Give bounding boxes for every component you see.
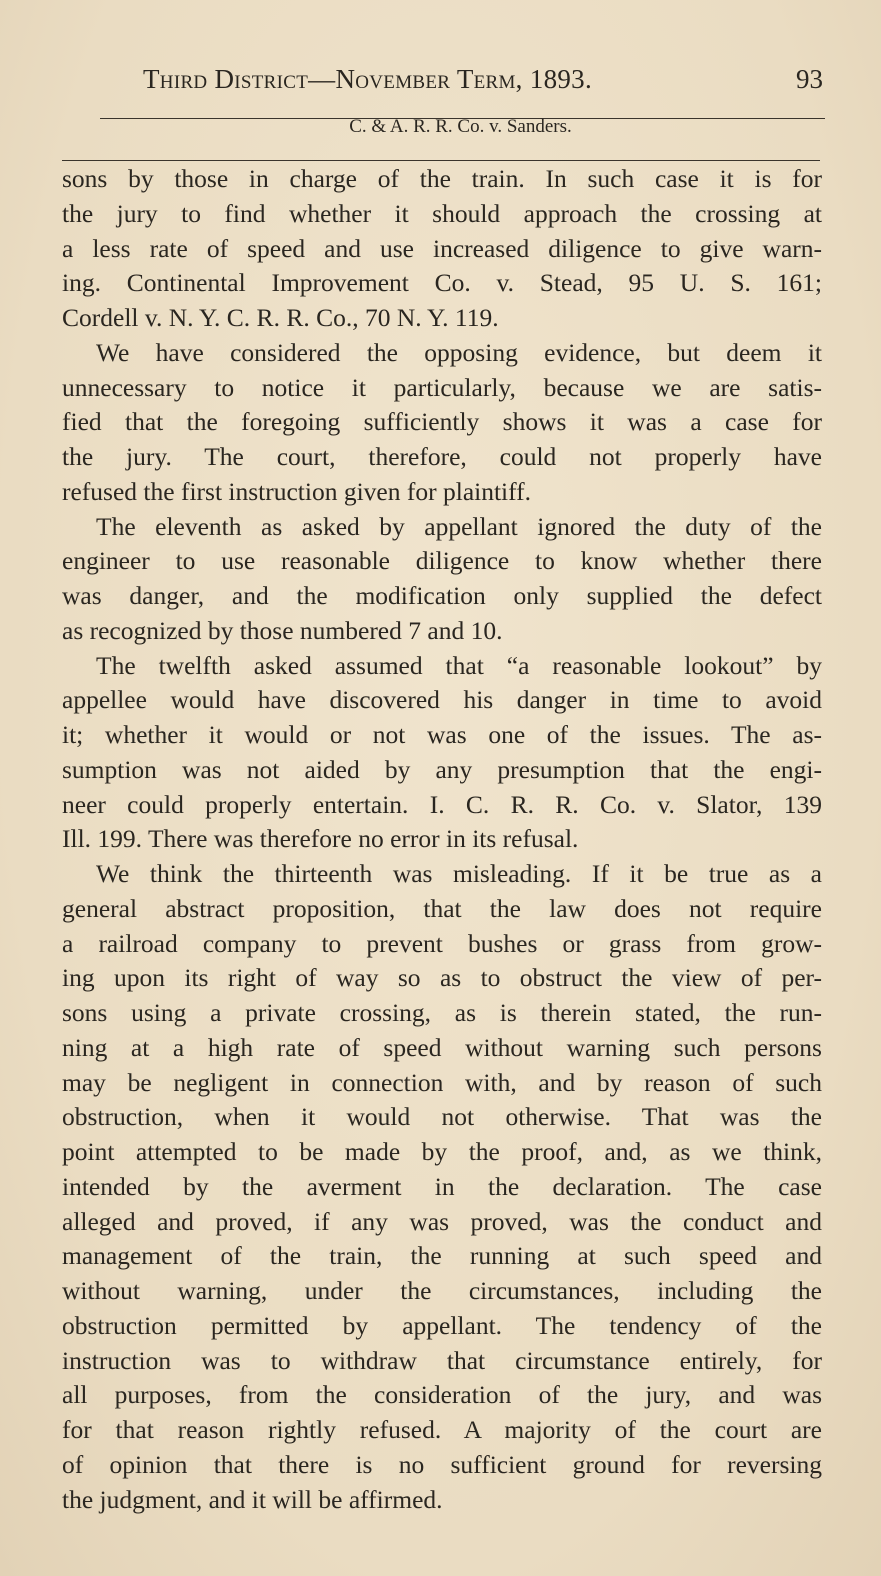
text-line: engineer to use reasonable diligence to know whether there [62, 546, 822, 576]
text-line: it; whether it would or not was one of the issues. The as- [62, 720, 822, 749]
text-line: fied that the foregoing sufficiently shows it was a case for [62, 407, 822, 437]
header-rule-bottom [62, 160, 820, 161]
case-name: C. & A. R. R. Co. v. Sanders. [349, 116, 572, 137]
paragraph [62, 162, 822, 336]
text-line: sons using a private crossing, as is therein stated, the run- [62, 998, 822, 1027]
text-line: The eleventh as asked by appellant ignored the duty of the [96, 511, 822, 541]
text-line: obstruction, when it would not otherwise. That was the [62, 1102, 822, 1132]
running-title: Third District—November Term, 1893. [143, 64, 593, 94]
paragraph [62, 649, 822, 858]
text-line: general abstract proposition, that the law does not require [62, 893, 822, 923]
text-line: Cordell v. N. Y. C. R. R. Co., 70 N. Y. 119. [62, 303, 499, 332]
page-number: 93 [796, 64, 823, 94]
text-line: without warning, under the circumstances, including the [62, 1276, 822, 1305]
text-line: was danger, and the modification only supplied the defect [62, 581, 822, 610]
text-line: for that reason rightly refused. A majority of the court are [62, 1415, 822, 1444]
text-line: sons by those in charge of the train. In such case it is for [62, 164, 822, 193]
text-line: neer could properly entertain. I. C. R. R. Co. v. Slator, 139 [62, 789, 822, 819]
text-line: We think the thirteenth was misleading. If it be true as a [96, 859, 822, 888]
text-line: The twelfth asked assumed that “a reasonable lookout” by [96, 650, 822, 680]
paragraph [62, 336, 822, 510]
text-line: appellee would have discovered his danger in time to avoid [62, 685, 822, 715]
text-line: We have considered the opposing evidence, but deem it [96, 337, 822, 367]
text-line: the jury to find whether it should approach the crossing at [62, 198, 822, 228]
text-line: intended by the averment in the declaration. The case [62, 1171, 822, 1201]
text-line: may be negligent in connection with, and by reason of such [62, 1067, 822, 1097]
text-line: the judgment, and it will be affirmed. [62, 1484, 443, 1514]
paragraph [62, 510, 822, 649]
text-line: ning at a high rate of speed without warning such persons [62, 1032, 822, 1062]
text-line: ing. Continental Improvement Co. v. Stead, 95 U. S. 161; [62, 268, 822, 298]
body-text [62, 162, 822, 1517]
text-line: refused the first instruction given for plaintiff. [62, 476, 532, 506]
running-head [143, 64, 823, 104]
text-line: obstruction permitted by appellant. The tendency of the [62, 1310, 822, 1340]
text-line: unnecessary to notice it particularly, because we are satis- [62, 372, 822, 402]
text-line: alleged and proved, if any was proved, was the conduct and [62, 1206, 822, 1236]
text-line: a railroad company to prevent bushes or grass from grow- [62, 928, 822, 958]
text-line: ing upon its right of way so as to obstruct the view of per- [62, 963, 822, 993]
text-line: as recognized by those numbered 7 and 10. [62, 615, 503, 645]
text-line: Ill. 199. There was therefore no error in its refusal. [62, 824, 579, 854]
text-line: management of the train, the running at such speed and [62, 1241, 822, 1271]
text-line: point attempted to be made by the proof, and, as we think, [62, 1137, 822, 1166]
text-line: all purposes, from the consideration of the jury, and was [62, 1380, 822, 1410]
text-line: of opinion that there is no sufficient ground for reversing [62, 1449, 822, 1479]
text-line: sumption was not aided by any presumption that the engi- [62, 754, 822, 784]
text-line: instruction was to withdraw that circumstance entirely, for [62, 1345, 822, 1375]
paragraph [62, 857, 822, 1517]
text-line: a less rate of speed and use increased diligence to give warn- [62, 233, 822, 263]
text-line: the jury. The court, therefore, could not properly have [62, 442, 822, 471]
